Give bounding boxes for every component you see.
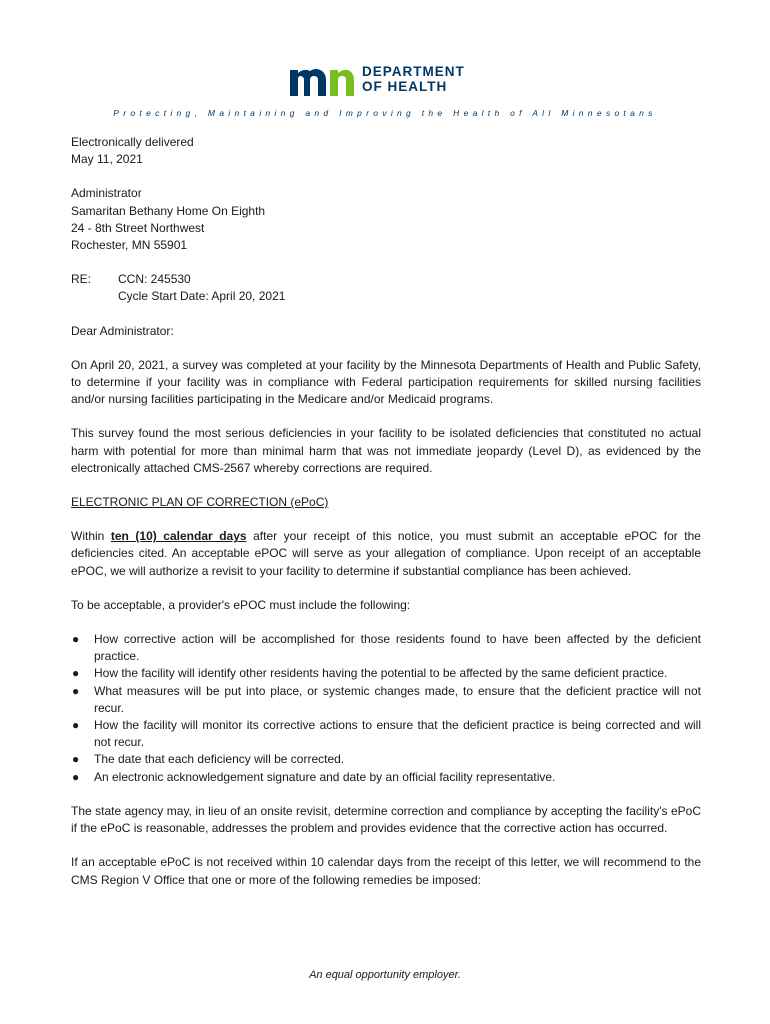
letter-date: May 11, 2021 [71, 152, 143, 167]
paragraph-deadline [71, 528, 701, 580]
cycle-start-line: Cycle Start Date: April 20, 2021 [118, 289, 286, 304]
deadline-text-pre: Within [71, 529, 111, 544]
paragraph-remedies: If an acceptable ePoC is not received within 10 calendar days from the receipt of this letter, we will recommend to the CMS Region V Office that one or more of the following remedies be imposed: [71, 855, 701, 887]
list-item [71, 717, 701, 751]
mn-mark-icon [290, 69, 354, 96]
list-item-text: The date that each deficiency will be corrected. [94, 752, 345, 767]
salutation: Dear Administrator: [71, 323, 174, 338]
list-item [71, 751, 701, 768]
delivery-method: Electronically delivered [71, 135, 194, 149]
list-item [71, 665, 701, 682]
re-label: RE: [71, 272, 92, 287]
recipient-line: 24 - 8th Street Northwest [71, 220, 205, 235]
recipient-line: Samaritan Bethany Home On Eighth [71, 203, 266, 218]
deadline-emphasis: ten (10) calendar days [110, 529, 247, 544]
list-item-text: How the facility will identify other residents having the potential to be affected by the same deficient practice. [94, 666, 668, 681]
section-heading-epoc: ELECTRONIC PLAN OF CORRECTION (ePoC) [71, 495, 329, 510]
list-item-text: How the facility will monitor its corrective actions to ensure that the deficient practice is being corrected and will not recur. [94, 718, 701, 750]
bullet-icon: ● [72, 666, 80, 681]
ccn-line: CCN: 245530 [118, 272, 191, 287]
bullet-icon: ● [72, 718, 80, 733]
list-item [71, 631, 701, 665]
bullet-icon: ● [72, 769, 80, 784]
bullet-icon: ● [72, 752, 80, 767]
logo-text [362, 64, 465, 94]
reference-block [71, 271, 701, 305]
bullet-icon: ● [72, 683, 80, 698]
recipient-line: Rochester, MN 55901 [71, 238, 188, 253]
logo-text-line2: OF HEALTH [362, 79, 448, 94]
deadline-text-post: after your receipt of this notice, you must submit an acceptable ePOC for the deficiencies cited. An acceptable ePOC will serve as your allegation of compliance. Upon receipt of an acceptable ePOC, we will authorize a revisit to your facility to determine if substantial compliance has been achieved. [71, 529, 701, 578]
recipient-address [71, 185, 701, 254]
letter-body [71, 134, 701, 889]
paragraph-findings: This survey found the most serious deficiencies in your facility to be isolated deficiencies that constituted no actual harm with potential for more than minimal harm that was not immediate jeopardy (Level D), as evidenced by the electronically attached CMS-2567 whereby corrections are required. [71, 426, 701, 475]
list-item-text: What measures will be put into place, or systemic changes made, to ensure that the deficient practice will not recur. [94, 683, 701, 715]
list-item-text: An electronic acknowledgement signature and date by an official facility representative. [94, 769, 556, 784]
list-item [71, 683, 701, 717]
list-item-text: How corrective action will be accomplished for those residents found to have been affected by the deficient practice. [94, 632, 701, 664]
logo-text-line1: DEPARTMENT [362, 64, 465, 79]
requirements-list [71, 631, 701, 786]
bullet-icon: ● [72, 632, 80, 647]
paragraph-survey: On April 20, 2021, a survey was completed at your facility by the Minnesota Departments of Health and Public Safety, to determine if your facility was in compliance with Federal participation requirements for skilled nursing facilities and/or nursing facilities participating in the Medicare and/or Medicaid programs. [71, 357, 701, 407]
list-item [71, 769, 701, 786]
paragraph-requirements-intro: To be acceptable, a provider's ePOC must include the following: [71, 597, 411, 612]
footer-eeo: An equal opportunity employer. [309, 969, 461, 981]
paragraph-alternative: The state agency may, in lieu of an onsite revisit, determine correction and compliance by accepting the facility's ePoC if the ePoC is reasonable, addresses the problem and provides evidence that the corrective action has occurred. [71, 803, 701, 836]
tagline: Protecting, Maintaining and Improving the Health of All Minnesotans [113, 108, 657, 118]
recipient-line: Administrator [71, 186, 142, 201]
